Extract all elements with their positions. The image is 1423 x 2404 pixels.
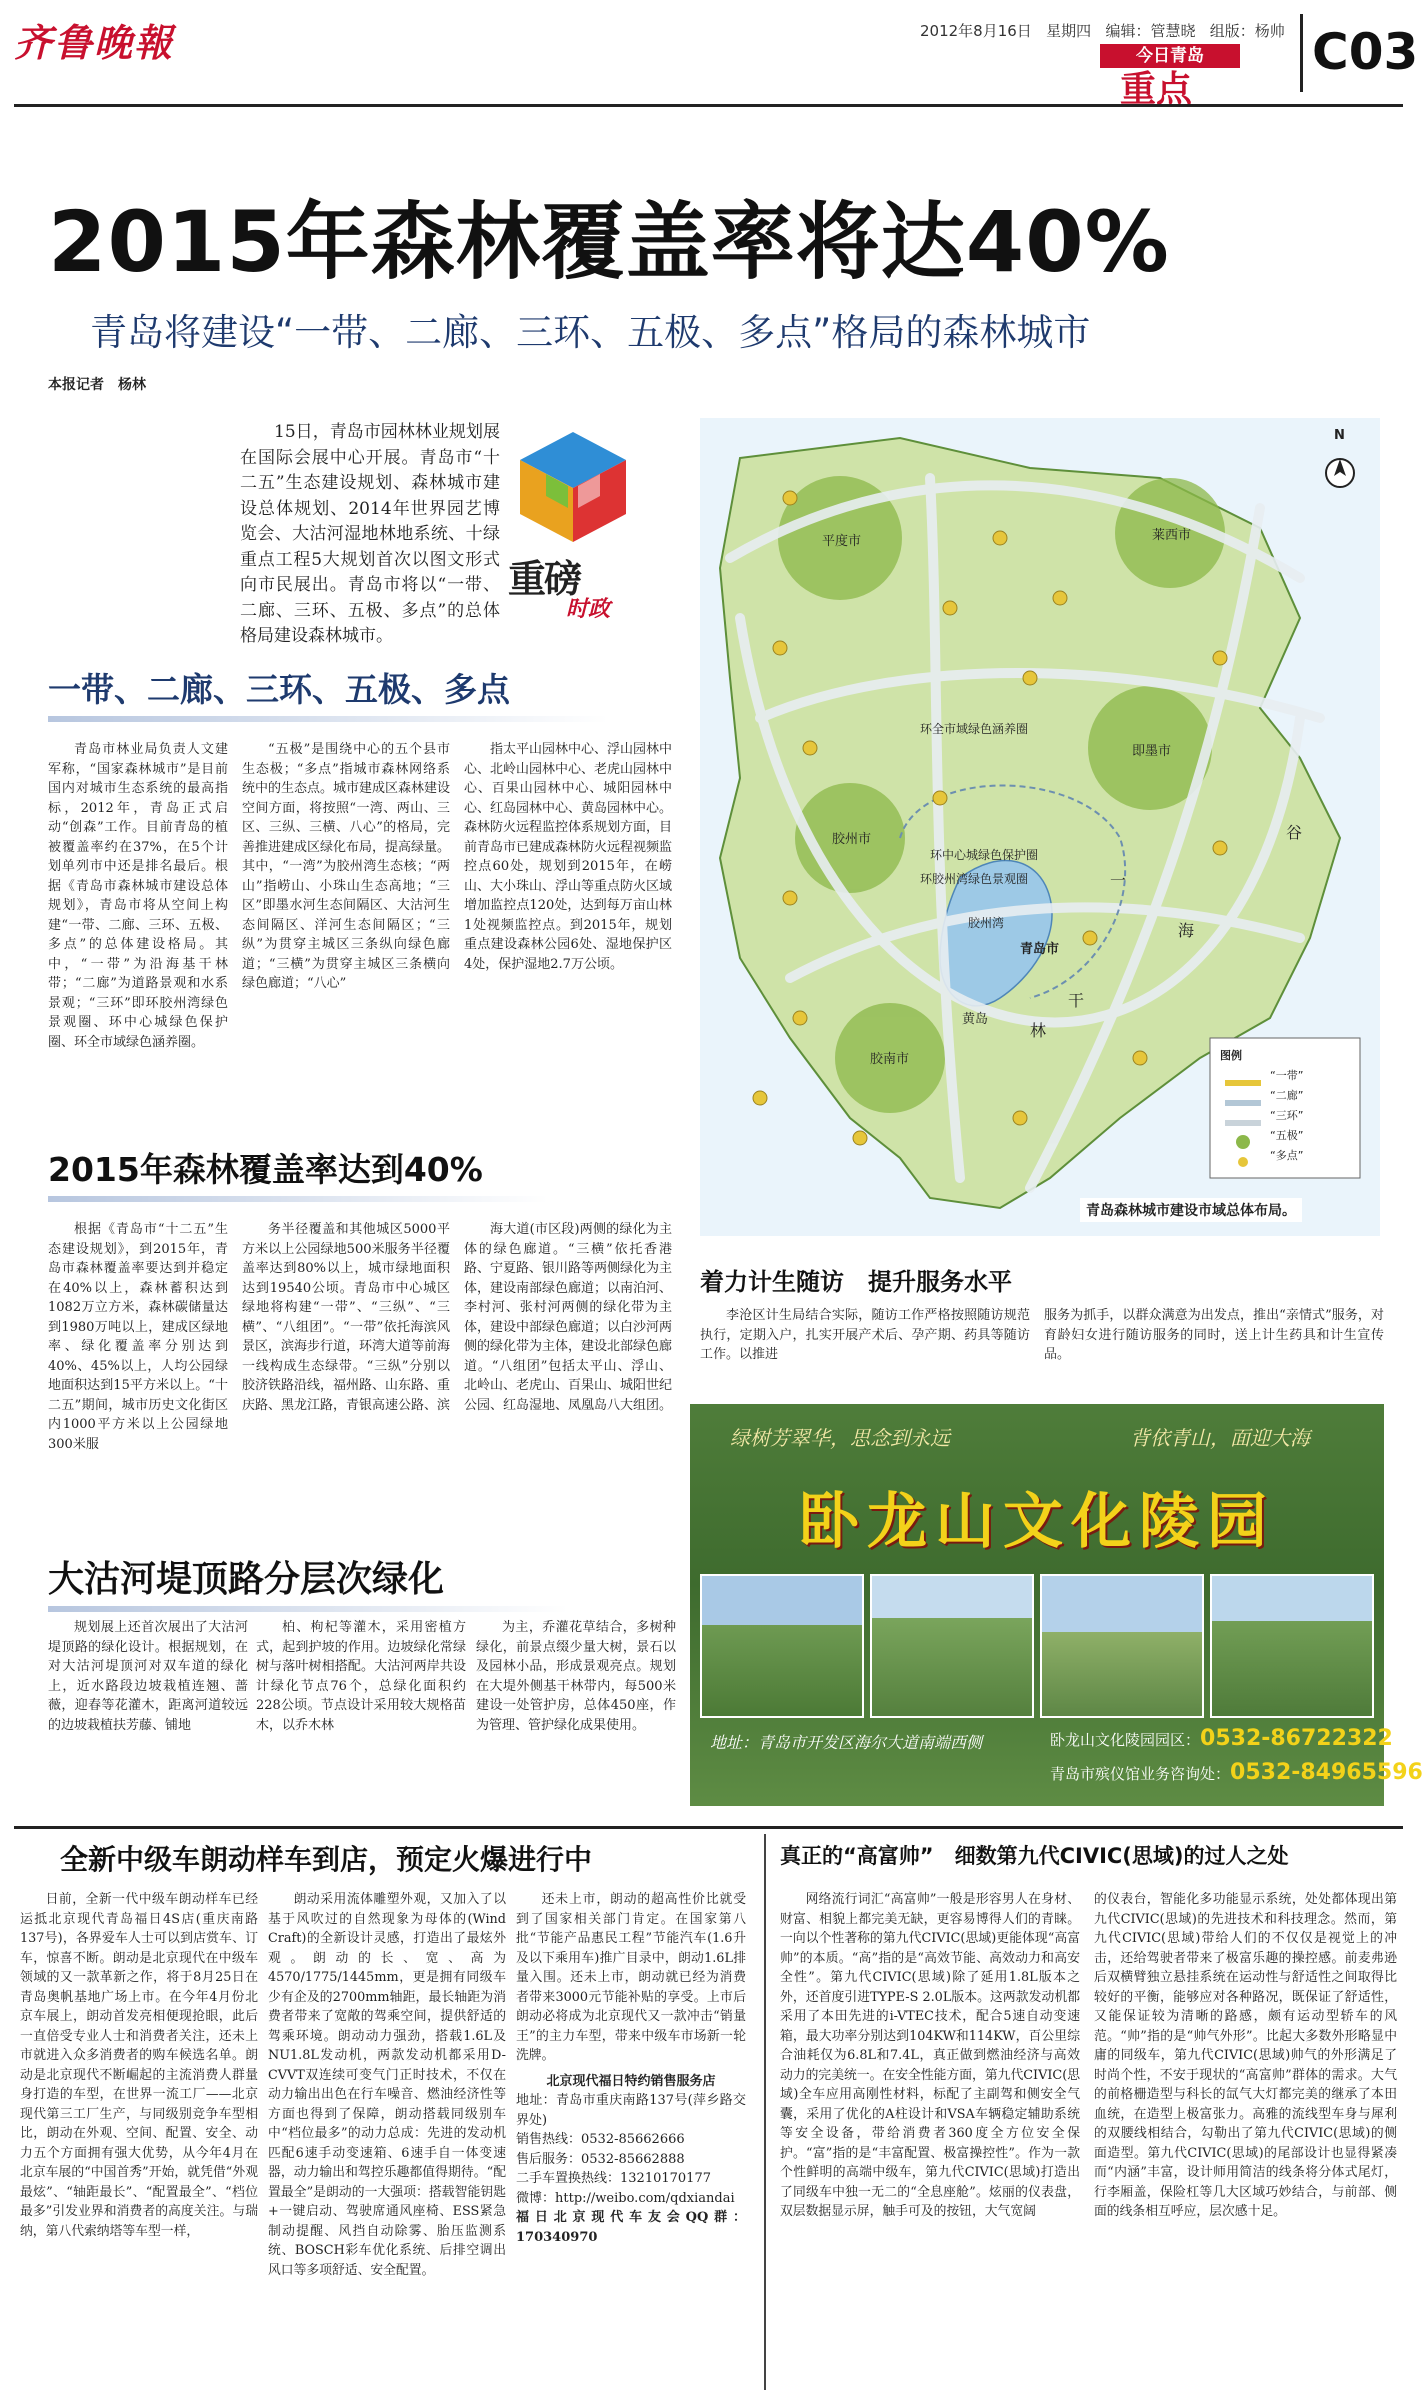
section2-text-2: 务半径覆盖和其他城区5000平方米以上公园绿地500米服务半径覆盖率达到80%以上，城市绿地面积达到19540公顷。青岛市中心城区绿地将构建“一带”、“三纵”、“三横”、“八组团”。“一带”依托海滨风景区，滨海步行道，环湾大道等前海一线构成生态绿带。“三纵”分别以胶济铁路沿线，福州路、山东路、重庆路、黑龙江路，青银高速公路、滨 (242, 1222, 451, 1413)
bottom-section-rule (14, 1826, 1403, 1829)
page-subtitle: 青岛将建设“一带、二廊、三环、五极、多点”格局的森林城市 (90, 311, 1091, 354)
dealer-name: 北京现代福日特约销售服务店 (546, 2073, 716, 2089)
byline: 本报记者 杨林 (48, 377, 146, 393)
family-plan-text-1: 李沧区计生局结合实际，随访工作严格按照随访规范执行，定期入户，扎实开展产术后、孕产期、药具等随访工作。以推进 (700, 1308, 1030, 1362)
section3-heading: 大沽河堤顶路分层次绿化 (48, 1559, 445, 1600)
cube-icon (508, 420, 638, 550)
lead-paragraph (240, 420, 500, 646)
ad-contact-1-phone: 0532-86722322 (1200, 1726, 1393, 1751)
section3-column-1 (48, 1618, 248, 1798)
qq-group: 福日北京现代车友会QQ群：170340970 (516, 2210, 746, 2245)
car1-column-2 (268, 1890, 506, 2390)
ad-contact-2-phone: 0532-84965596 (1230, 1760, 1423, 1785)
map-label-hai: 海 (1178, 921, 1195, 940)
map-label-pingdu: 平度市 (822, 534, 862, 549)
ad-address: 地址：青岛市开发区海尔大道南端西侧 (710, 1733, 983, 1752)
map-label-qingdao: 青岛市 (1020, 942, 1060, 957)
section2-heading-underline (48, 1196, 548, 1202)
ad-contact-1 (1050, 1726, 1393, 1751)
map-label-ring-bay: 环胶州湾绿色景观圈 (920, 872, 1029, 886)
car2-text-1: 网络流行词汇“高富帅”一般是形容男人在身材、财富、相貌上都完美无缺，更容易博得人们的青睐。一向以个性著称的第九代CIVIC(思域)更能体现“高富帅”的本质。“高”指的是“高效节能、高效动力和高安全性”。第九代CIVIC(思域)除了延用1.8L版本之外，还首度引进TYPE-S 2.0L版本。这两款发动机都采用了本田先进的i-VTEC技术，配合5速自动变速箱，最大功率分别达到104KW和114KW，百公里综合油耗仅为6.8L和7.4L，真正做到燃油经济与高效动力的完美统一。在安全性能方面，第九代CIVIC(思域)全车应用高刚性材料，标配了主副驾和侧安全气囊，采用了优化的A柱设计和VSA车辆稳定辅助系统等安全设备，带给消费者360度全方位安全保护。“富”指的是“丰富配置、极富操控性”。作为一款个性鲜明的高端中级车，第九代CIVIC(思域)打造出了同级车中独一无二的“全息座舱”。炫丽的仪表盘，双层数据显示屏，触手可及的按钮，大气宽阔 (780, 1892, 1080, 2219)
map-label-ring-outer: 环全市域绿色涵养圈 (920, 722, 1029, 736)
map-label-ring-inner: 环中心城绿色保护圈 (930, 848, 1039, 862)
section1-text-3: 指太平山园林中心、浮山园林中心、北岭山园林中心、老虎山园林中心、百果山园林中心、城阳园林中心、红岛园林中心、黄岛园林中心。森林防火远程监控体系规划方面，目前青岛市已建成森林防火远程视频监控点60处，规划到2015年，在崂山、大小珠山、浮山等重点防火区域增加监控点120处，达到每万亩山林1处视频监控点。到2015年，规划重点建设森林公园6处、湿地保护区4处，保护湿地2.7万公顷。 (464, 742, 673, 972)
section3-text-3: 为主，乔灌花草结合，多树种绿化，前景点缀少量大树，景石以及园林小品，形成景观亮点。规划在大堤外侧基干林带内，每500米建设一处管护房，总体450座，作为管理、管护绿化成果使用。 (476, 1620, 676, 1733)
section3-column-2 (256, 1618, 466, 1798)
map-caption: 青岛森林城市建设市域总体布局。 (1080, 1198, 1302, 1222)
section3-text-2: 柏、枸杞等灌木，采用密植方式，起到护坡的作用。边坡绿化常绿树与落叶树相搭配。大沽河两岸共设计绿化节点76个，总绿化面积约228公顷。节点设计采用较大规格苗木，以乔木林 (256, 1620, 466, 1733)
section2-column-3 (464, 1220, 672, 1565)
cemetery-photo (1040, 1574, 1204, 1718)
car1-text-1: 日前，全新一代中级车朗动样车已经运抵北京现代青岛福日4S店(重庆南路137号)，各界爱车人士可以到店赏车、订车，惊喜不断。朗动是北京现代在中级车领域的又一款革新之作，将于8月25日在青岛奥帆基地广场上市。在今年4月份北京车展上，朗动首发亮相便现抢眼，此后一直倍受专业人士和消费者关注，还未上市就进入众多消费者的购车候选名单。朗动是北京现代不断崛起的主流消费人群量身打造的车型，在世界一流工厂——北京现代第三工厂生产，与同级别竞争车型相比，朗动在外观、空间、配置、安全、动力五个方面拥有强大优势，从今年4月在北京车展的“中国首秀”开始，就凭借“外观最炫”、“轴距最长”、“配置最全”、“档位最多”引发业界和消费者的高度关注。与瑞纳，第八代索纳塔等车型一样， (20, 1892, 258, 2239)
section3-column-3 (476, 1618, 676, 1798)
legend-item: “五极” (1270, 1129, 1304, 1142)
legend-item: “三环” (1270, 1109, 1304, 1122)
car1-column-1 (20, 1890, 258, 2390)
newspaper-logo: 齐鲁晚報 (14, 20, 175, 65)
section1-heading-underline (48, 716, 608, 722)
badge (508, 420, 638, 620)
badge-subtitle: 时政 (566, 597, 611, 622)
ad-contact-2 (1050, 1760, 1423, 1785)
page-number: C03 (1312, 23, 1419, 81)
map-label-bay: 胶州湾 (968, 916, 1005, 930)
section1-column-1 (48, 740, 228, 1120)
lead-text: 15日，青岛市园林林业规划展在国际会展中心开展。青岛市“十二五”生态建设规划、森林城市建设总体规划、2014年世界园艺博览会、大沽河湿地林地系统、十绿重点工程5大规划首次以图文形式向市民展出。青岛市将以“一带、二廊、三环、五极、多点”的总体格局建设森林城市。 (240, 422, 500, 646)
editor-credit: 编辑：管慧晓 (1105, 22, 1196, 40)
issue-info (920, 20, 1285, 41)
weibo-link[interactable]: 微博：http://weibo.com/qdxiandai (516, 2190, 735, 2206)
forest-layout-map (700, 418, 1380, 1236)
car1-column-3 (516, 1890, 746, 2390)
masthead (0, 0, 1419, 110)
map-label-jimo: 即墨市 (1132, 744, 1172, 759)
section1-column-2 (242, 740, 450, 1120)
legend-item: “一带” (1270, 1069, 1304, 1082)
ad-contact-1-label: 卧龙山文化陵园园区： (1050, 1731, 1201, 1749)
family-plan-column-2 (1044, 1306, 1384, 1386)
section2-column-1 (48, 1220, 228, 1565)
section2-text-1: 根据《青岛市“十二五”生态建设规划》，到2015年，青岛市森林覆盖率要达到并稳定在40%以上，森林蓄积达到1082万立方米，森林碳储量达到1980万吨以上，建成区绿地率、绿化覆盖率分别达到40%、45%以上，人均公园绿地面积达到15平方米以上。“十二五”期间，城市历史文化街区内1000平方米以上公园绿地300米服 (48, 1222, 228, 1452)
map-legend (1220, 1046, 1350, 1166)
section-label: 今日青岛 (1100, 44, 1240, 68)
ad-right-slogan: 背依青山，面迎大海 (1130, 1426, 1310, 1450)
issue-date: 2012年8月16日 (920, 22, 1032, 40)
map-label-lin: 林 (1030, 1021, 1047, 1040)
family-plan-heading: 着力计生随访 提升服务水平 (700, 1268, 1012, 1296)
legend-item: “多点” (1270, 1149, 1304, 1162)
dealer-address: 地址：青岛市重庆南路137号(萍乡路交界处) (516, 2093, 746, 2128)
layout-credit: 组版：杨帅 (1209, 22, 1285, 40)
section3-heading-underline (48, 1606, 568, 1612)
car1-heading: 全新中级车朗动样车到店，预定火爆进行中 (60, 1843, 593, 1876)
section1-text-1: 青岛市林业局负责人文建军称，“国家森林城市”是目前国内对城市生态系统的最高指标，2012年，青岛正式启动“创森”工作。目前青岛的植被覆盖率约在37%，在5个计划单列市中还是排名最后。根据《青岛市森林城市建设总体规划》，青岛市将从空间上构建“一带、二廊、三环、五极、多点”的总体建设格局。其中，“一带”为沿海基干林带；“二廊”为道路景观和水系景观；“三环”即环胶州湾绿色景观圈、环中心城绿色保护圈、环全市域绿色涵养圈。 (48, 742, 228, 1050)
map-compass-label: N (1334, 428, 1345, 443)
cemetery-photo (700, 1574, 864, 1718)
ad-contact-2-label: 青岛市殡仪馆业务咨询处： (1050, 1765, 1231, 1783)
family-plan-text-2: 服务为抓手，以群众满意为出发点，推出“亲情式”服务，对育龄妇女进行随访服务的同时，送上计生药具和计生宣传品。 (1044, 1308, 1384, 1362)
cemetery-ad (690, 1404, 1423, 1806)
car2-text-2: 的仪表台，智能化多功能显示系统，处处都体现出第九代CIVIC(思域)的先进技术和科技理念。然而，第九代CIVIC(思域)带给人们的不仅仅是视觉上的冲击，还给驾驶者带来了极富乐趣的操控感。前麦弗逊后双横臂独立悬挂系统在运动性与舒适性之间取得比较好的平衡，能够应对各种路况，既保证了舒适性，又能保证较为清晰的路感，颇有运动型轿车的风范。“帅”指的是“帅气外形”。比起大多数外形略显中庸的同级车，第九代CIVIC(思域)帅气的外形满足了时尚个性，不安于现状的“高富帅”群体的需求。大气的前格栅造型与科长的氙气大灯都完美的继承了本田血统，在造型上极富张力。高雅的流线型车身与犀利的双腰线相结合，勾勒出了第九代CIVIC(思域)的侧面造型。第九代CIVIC(思域)的尾部设计也显得紧凑而“内涵”丰富，设计师用简洁的线条将分体式尾灯，行李厢盖，保险杠等几大区域巧妙结合，与前部、侧面的线条相互呼应，层次感十足。 (1094, 1892, 1397, 2219)
section1-text-2: “五极”是围绕中心的五个县市生态极；“多点”指城市森林网络系统中的生态点。城市建成区森林建设空间方面，将按照“一湾、两山、三区、三纵、三横、八心”的格局，完善推进建成区绿化布局，提高绿量。其中，“一湾”为胶州湾生态核；“两山”指崂山、小珠山生态高地；“三区”即墨水河生态间隔区、大沽河生态间隔区、洋河生态间隔区；“三纵”为贯穿主城区三条纵向绿色廊道；“三横”为贯穿主城区三条横向绿色廊道；“八心” (242, 742, 451, 991)
issue-weekday: 星期四 (1046, 22, 1092, 40)
map-label-huangdao: 黄岛 (962, 1012, 989, 1027)
section2-text-3: 海大道(市区段)两侧的绿化为主体的绿色廊道。“三横”依托香港路、宁夏路、银川路等两侧绿化为主体，建设南部绿色廊道；以南泊河、李村河、张村河两侧的绿化带为主体，建设中部绿色廊道；以白沙河两侧的绿化带为主体，建设北部绿色廊道。“八组团”包括太平山、浮山、北岭山、老虎山、百果山、城阳世纪公园、红岛湿地、凤凰岛八大组团。 (464, 1222, 673, 1413)
bottom-column-divider (764, 1834, 766, 2390)
map-label-jiaozhou: 胶州市 (832, 832, 872, 847)
page-title: 2015年森林覆盖率将达40% (48, 193, 1170, 291)
section1-column-3 (464, 740, 672, 1120)
map-label-gu: 谷 (1286, 823, 1303, 842)
car2-heading: 真正的“高富帅” 细数第九代CIVIC(思域)的过人之处 (780, 1844, 1289, 1868)
cemetery-photo (870, 1574, 1034, 1718)
car1-text-3: 还未上市，朗动的超高性价比就受到了国家相关部门肯定。在国家第八批“节能产品惠民工程”节能汽车(1.6升及以下乘用车)推广目录中，朗动1.6L排量入围。还未上市，朗动就已经为消费者带来3000元节能补贴的享受。上市后朗动必将成为北京现代又一款冲击“销量王”的主力车型，带来中级车市场新一轮洗牌。 (516, 1892, 746, 2063)
map-label-yi: 一 (1110, 871, 1127, 890)
masthead-rule (14, 104, 1403, 107)
sales-hotline: 销售热线：0532-85662666 (516, 2132, 685, 2147)
legend-item: “二廊” (1270, 1089, 1304, 1102)
section1-heading: 一带、二廊、三环、五极、多点 (48, 670, 510, 709)
used-car-hotline: 二手车置换热线：13210170177 (516, 2171, 711, 2186)
car1-text-2: 朗动采用流体雕塑外观，又加入了以基于风吹过的自然现象为母体的(Wind Craft)的全新设计灵感，打造出了最炫外观。朗动的长、宽、高为4570/1775/1445mm，更是拥有同级车少有企及的2700mm轴距，最长轴距为消费者带来了宽敞的驾乘空间，提供舒适的驾乘环境。朗动动力强劲，搭载1.6L及NU1.8L发动机，两款发动机都采用D-CVVT双连续可变气门正时技术，不仅在动力输出出色在行车噪音、燃油经济性等方面也得到了保障，朗动搭载同级别车中“档位最多”的动力总成：先进的发动机匹配6速手动变速箱、6速手自一体变速器，动力输出和驾控乐趣都值得期待。“配置最全”是朗动的一大强项：搭载智能钥匙+一键启动、驾驶席通风座椅、ESS紧急制动提醒、风挡自动除雾、胎压监测系统、BOSCH彩车优化系统、后排空调出风口等多项舒适、安全配置。 (268, 1892, 506, 2278)
section-title: 重点 (1120, 69, 1193, 110)
section3-text-1: 规划展上还首次展出了大沽河堤顶路的绿化设计。根据规划，在对大沽河堤顶河对双车道的绿化上，近水路段边坡栽植连翘、蔷薇，迎春等花灌木，距离河道较远的边坡栽植扶芳藤、铺地 (48, 1620, 248, 1733)
section2-heading: 2015年森林覆盖率达到40% (48, 1150, 483, 1189)
dealer-info (516, 2072, 746, 2248)
legend-title: 图例 (1220, 1049, 1242, 1062)
map-label-laixi: 莱西市 (1152, 528, 1192, 543)
ad-left-slogan: 绿树芳翠华，思念到永远 (730, 1426, 950, 1450)
car2-column-1 (780, 1890, 1080, 2390)
car2-column-2 (1094, 1890, 1397, 2390)
compass-icon (1326, 459, 1354, 487)
ad-title: 卧龙山文化陵园 (799, 1487, 1275, 1557)
cemetery-photo (1210, 1574, 1374, 1718)
badge-title: 重磅 (508, 557, 581, 601)
section2-column-2 (242, 1220, 450, 1565)
map-label-gan: 干 (1068, 991, 1085, 1010)
masthead-divider (1300, 14, 1303, 92)
ad-photo-strip (700, 1574, 1374, 1714)
map-label-jiaonan: 胶南市 (870, 1052, 910, 1067)
family-plan-column-1 (700, 1306, 1030, 1386)
service-hotline: 售后服务：0532-85662888 (516, 2151, 685, 2167)
